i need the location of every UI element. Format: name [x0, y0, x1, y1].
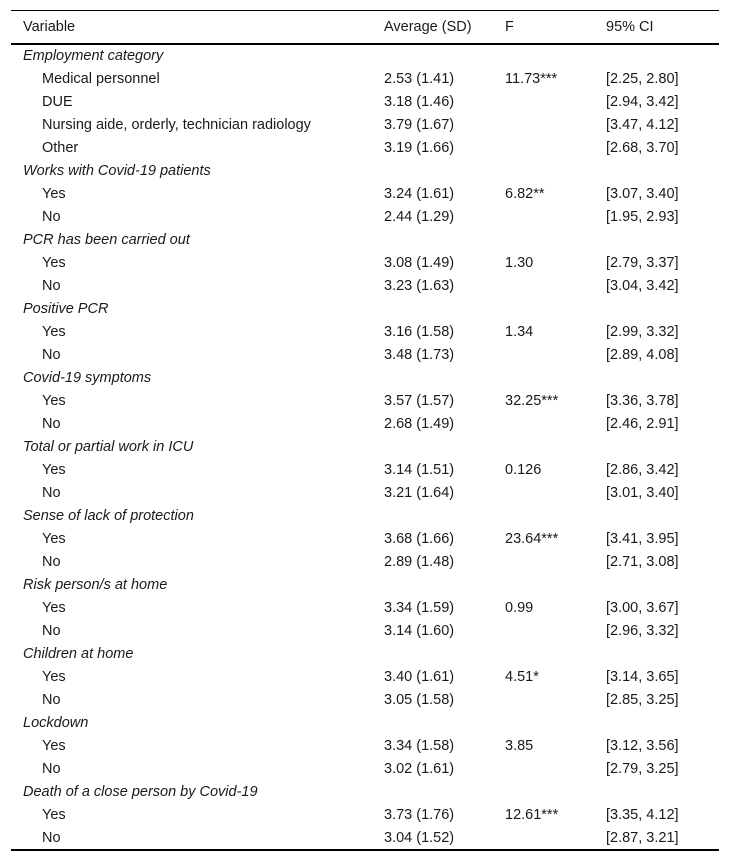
row-label: No — [42, 277, 61, 294]
row-label: Yes — [42, 323, 66, 340]
cell-average: 3.34 (1.58) — [384, 737, 455, 754]
cell-f: 3.85 — [505, 737, 534, 754]
cell-average: 2.44 (1.29) — [384, 208, 455, 225]
cell-average: 3.16 (1.58) — [384, 323, 455, 340]
table-row — [11, 205, 719, 228]
cell-ci: [2.99, 3.32] — [606, 323, 679, 340]
cell-f — [505, 412, 606, 435]
cell-average: 2.68 (1.49) — [384, 415, 455, 432]
cell-ci: [2.71, 3.08] — [606, 553, 679, 570]
table-row — [11, 458, 719, 481]
cell-f — [505, 343, 606, 366]
cell-f — [505, 113, 606, 136]
table-body — [11, 44, 719, 849]
cell-f — [505, 136, 606, 159]
table-row — [11, 527, 719, 550]
cell-ci: [2.68, 3.70] — [606, 139, 679, 156]
cell-average: 3.05 (1.58) — [384, 691, 455, 708]
table-row — [11, 343, 719, 366]
table-row — [11, 665, 719, 688]
row-label: Yes — [42, 392, 66, 409]
row-label: Yes — [42, 737, 66, 754]
cell-f — [505, 550, 606, 573]
table-row — [11, 619, 719, 642]
cell-f: 4.51* — [505, 668, 539, 685]
group-row — [11, 504, 719, 527]
table-row — [11, 67, 719, 90]
cell-ci: [2.25, 2.80] — [606, 70, 679, 87]
table-row — [11, 596, 719, 619]
group-label: Children at home — [23, 645, 134, 662]
table-row — [11, 550, 719, 573]
group-row — [11, 366, 719, 389]
group-label: Total or partial work in ICU — [23, 438, 194, 455]
row-label: Yes — [42, 599, 66, 616]
cell-ci: [3.14, 3.65] — [606, 668, 679, 685]
cell-average: 3.34 (1.59) — [384, 599, 455, 616]
cell-ci: [2.94, 3.42] — [606, 93, 679, 110]
group-label: PCR has been carried out — [23, 231, 190, 248]
cell-average: 2.89 (1.48) — [384, 553, 455, 570]
row-label: No — [42, 346, 61, 363]
cell-ci: [3.04, 3.42] — [606, 277, 679, 294]
cell-f: 6.82** — [505, 185, 545, 202]
row-label: No — [42, 208, 61, 225]
cell-f — [505, 205, 606, 228]
row-label: No — [42, 622, 61, 639]
cell-average: 3.18 (1.46) — [384, 93, 455, 110]
header-variable: Variable — [23, 19, 76, 35]
row-label: No — [42, 691, 61, 708]
table-row — [11, 734, 719, 757]
cell-f: 1.34 — [505, 323, 534, 340]
row-label: No — [42, 553, 61, 570]
cell-f — [505, 619, 606, 642]
row-label: Nursing aide, orderly, technician radiology — [42, 116, 311, 133]
cell-f: 0.99 — [505, 599, 534, 616]
cell-ci: [3.36, 3.78] — [606, 392, 679, 409]
row-label: Yes — [42, 461, 66, 478]
cell-average: 3.73 (1.76) — [384, 806, 455, 823]
cell-average: 2.53 (1.41) — [384, 70, 455, 87]
row-label: DUE — [42, 93, 73, 110]
group-row — [11, 44, 719, 67]
group-label: Death of a close person by Covid-19 — [23, 783, 258, 800]
group-row — [11, 435, 719, 458]
row-label: Other — [42, 139, 79, 156]
cell-ci: [2.89, 4.08] — [606, 346, 679, 363]
table-row — [11, 113, 719, 136]
header-row — [11, 11, 719, 44]
cell-f — [505, 688, 606, 711]
cell-f — [505, 826, 606, 849]
group-row — [11, 711, 719, 734]
table-row — [11, 274, 719, 297]
group-label: Sense of lack of protection — [23, 507, 194, 524]
row-label: Yes — [42, 530, 66, 547]
cell-f: 12.61*** — [505, 806, 559, 823]
cell-f: 1.30 — [505, 254, 534, 271]
cell-f: 32.25*** — [505, 392, 559, 409]
table-row — [11, 826, 719, 849]
cell-average: 3.14 (1.60) — [384, 622, 455, 639]
cell-ci: [2.86, 3.42] — [606, 461, 679, 478]
data-table — [11, 11, 719, 849]
header-ci: 95% CI — [606, 19, 654, 35]
cell-ci: [2.96, 3.32] — [606, 622, 679, 639]
table-row — [11, 412, 719, 435]
cell-average: 3.68 (1.66) — [384, 530, 455, 547]
cell-ci: [3.01, 3.40] — [606, 484, 679, 501]
row-label: Yes — [42, 806, 66, 823]
table-row — [11, 320, 719, 343]
cell-f: 23.64*** — [505, 530, 559, 547]
cell-f — [505, 757, 606, 780]
cell-ci: [2.79, 3.25] — [606, 760, 679, 777]
cell-ci: [3.12, 3.56] — [606, 737, 679, 754]
group-label: Covid-19 symptoms — [23, 369, 152, 386]
table-row — [11, 803, 719, 826]
row-label: No — [42, 760, 61, 777]
table-row — [11, 688, 719, 711]
group-row — [11, 297, 719, 320]
group-label: Employment category — [23, 48, 164, 64]
table-row — [11, 389, 719, 412]
row-label: Yes — [42, 668, 66, 685]
header-f: F — [505, 19, 514, 35]
table-row — [11, 182, 719, 205]
table-header — [11, 11, 719, 44]
cell-average: 3.14 (1.51) — [384, 461, 455, 478]
cell-average: 3.21 (1.64) — [384, 484, 455, 501]
cell-f: 0.126 — [505, 461, 542, 478]
table-row — [11, 481, 719, 504]
cell-ci: [3.00, 3.67] — [606, 599, 679, 616]
row-label: Yes — [42, 254, 66, 271]
cell-average: 3.02 (1.61) — [384, 760, 455, 777]
cell-f — [505, 274, 606, 297]
cell-average: 3.04 (1.52) — [384, 829, 455, 846]
row-label: No — [42, 484, 61, 501]
cell-ci: [1.95, 2.93] — [606, 208, 679, 225]
row-label: Yes — [42, 185, 66, 202]
cell-ci: [3.35, 4.12] — [606, 806, 679, 823]
cell-average: 3.24 (1.61) — [384, 185, 455, 202]
table-row — [11, 251, 719, 274]
cell-average: 3.79 (1.67) — [384, 116, 455, 133]
table-row — [11, 90, 719, 113]
results-table — [11, 10, 719, 851]
cell-f — [505, 90, 606, 113]
row-label: No — [42, 829, 61, 846]
cell-f: 11.73*** — [505, 70, 558, 87]
cell-average: 3.23 (1.63) — [384, 277, 455, 294]
group-label: Positive PCR — [23, 300, 109, 317]
cell-ci: [2.79, 3.37] — [606, 254, 679, 271]
group-row — [11, 159, 719, 182]
group-row — [11, 780, 719, 803]
cell-ci: [3.07, 3.40] — [606, 185, 679, 202]
cell-f — [505, 481, 606, 504]
header-average: Average (SD) — [384, 19, 472, 35]
cell-average: 3.57 (1.57) — [384, 392, 455, 409]
group-label: Works with Covid-19 patients — [23, 162, 211, 179]
cell-average: 3.48 (1.73) — [384, 346, 455, 363]
cell-ci: [3.47, 4.12] — [606, 116, 679, 133]
cell-ci: [2.46, 2.91] — [606, 415, 679, 432]
cell-ci: [3.41, 3.95] — [606, 530, 679, 547]
group-row — [11, 228, 719, 251]
cell-average: 3.40 (1.61) — [384, 668, 455, 685]
group-label: Risk person/s at home — [23, 576, 168, 593]
cell-average: 3.19 (1.66) — [384, 139, 455, 156]
group-row — [11, 573, 719, 596]
cell-average: 3.08 (1.49) — [384, 254, 455, 271]
row-label: No — [42, 415, 61, 432]
row-label: Medical personnel — [42, 70, 160, 87]
table-row — [11, 136, 719, 159]
table-row — [11, 757, 719, 780]
group-label: Lockdown — [23, 714, 89, 731]
cell-ci: [2.85, 3.25] — [606, 691, 679, 708]
group-row — [11, 642, 719, 665]
cell-ci: [2.87, 3.21] — [606, 829, 679, 846]
